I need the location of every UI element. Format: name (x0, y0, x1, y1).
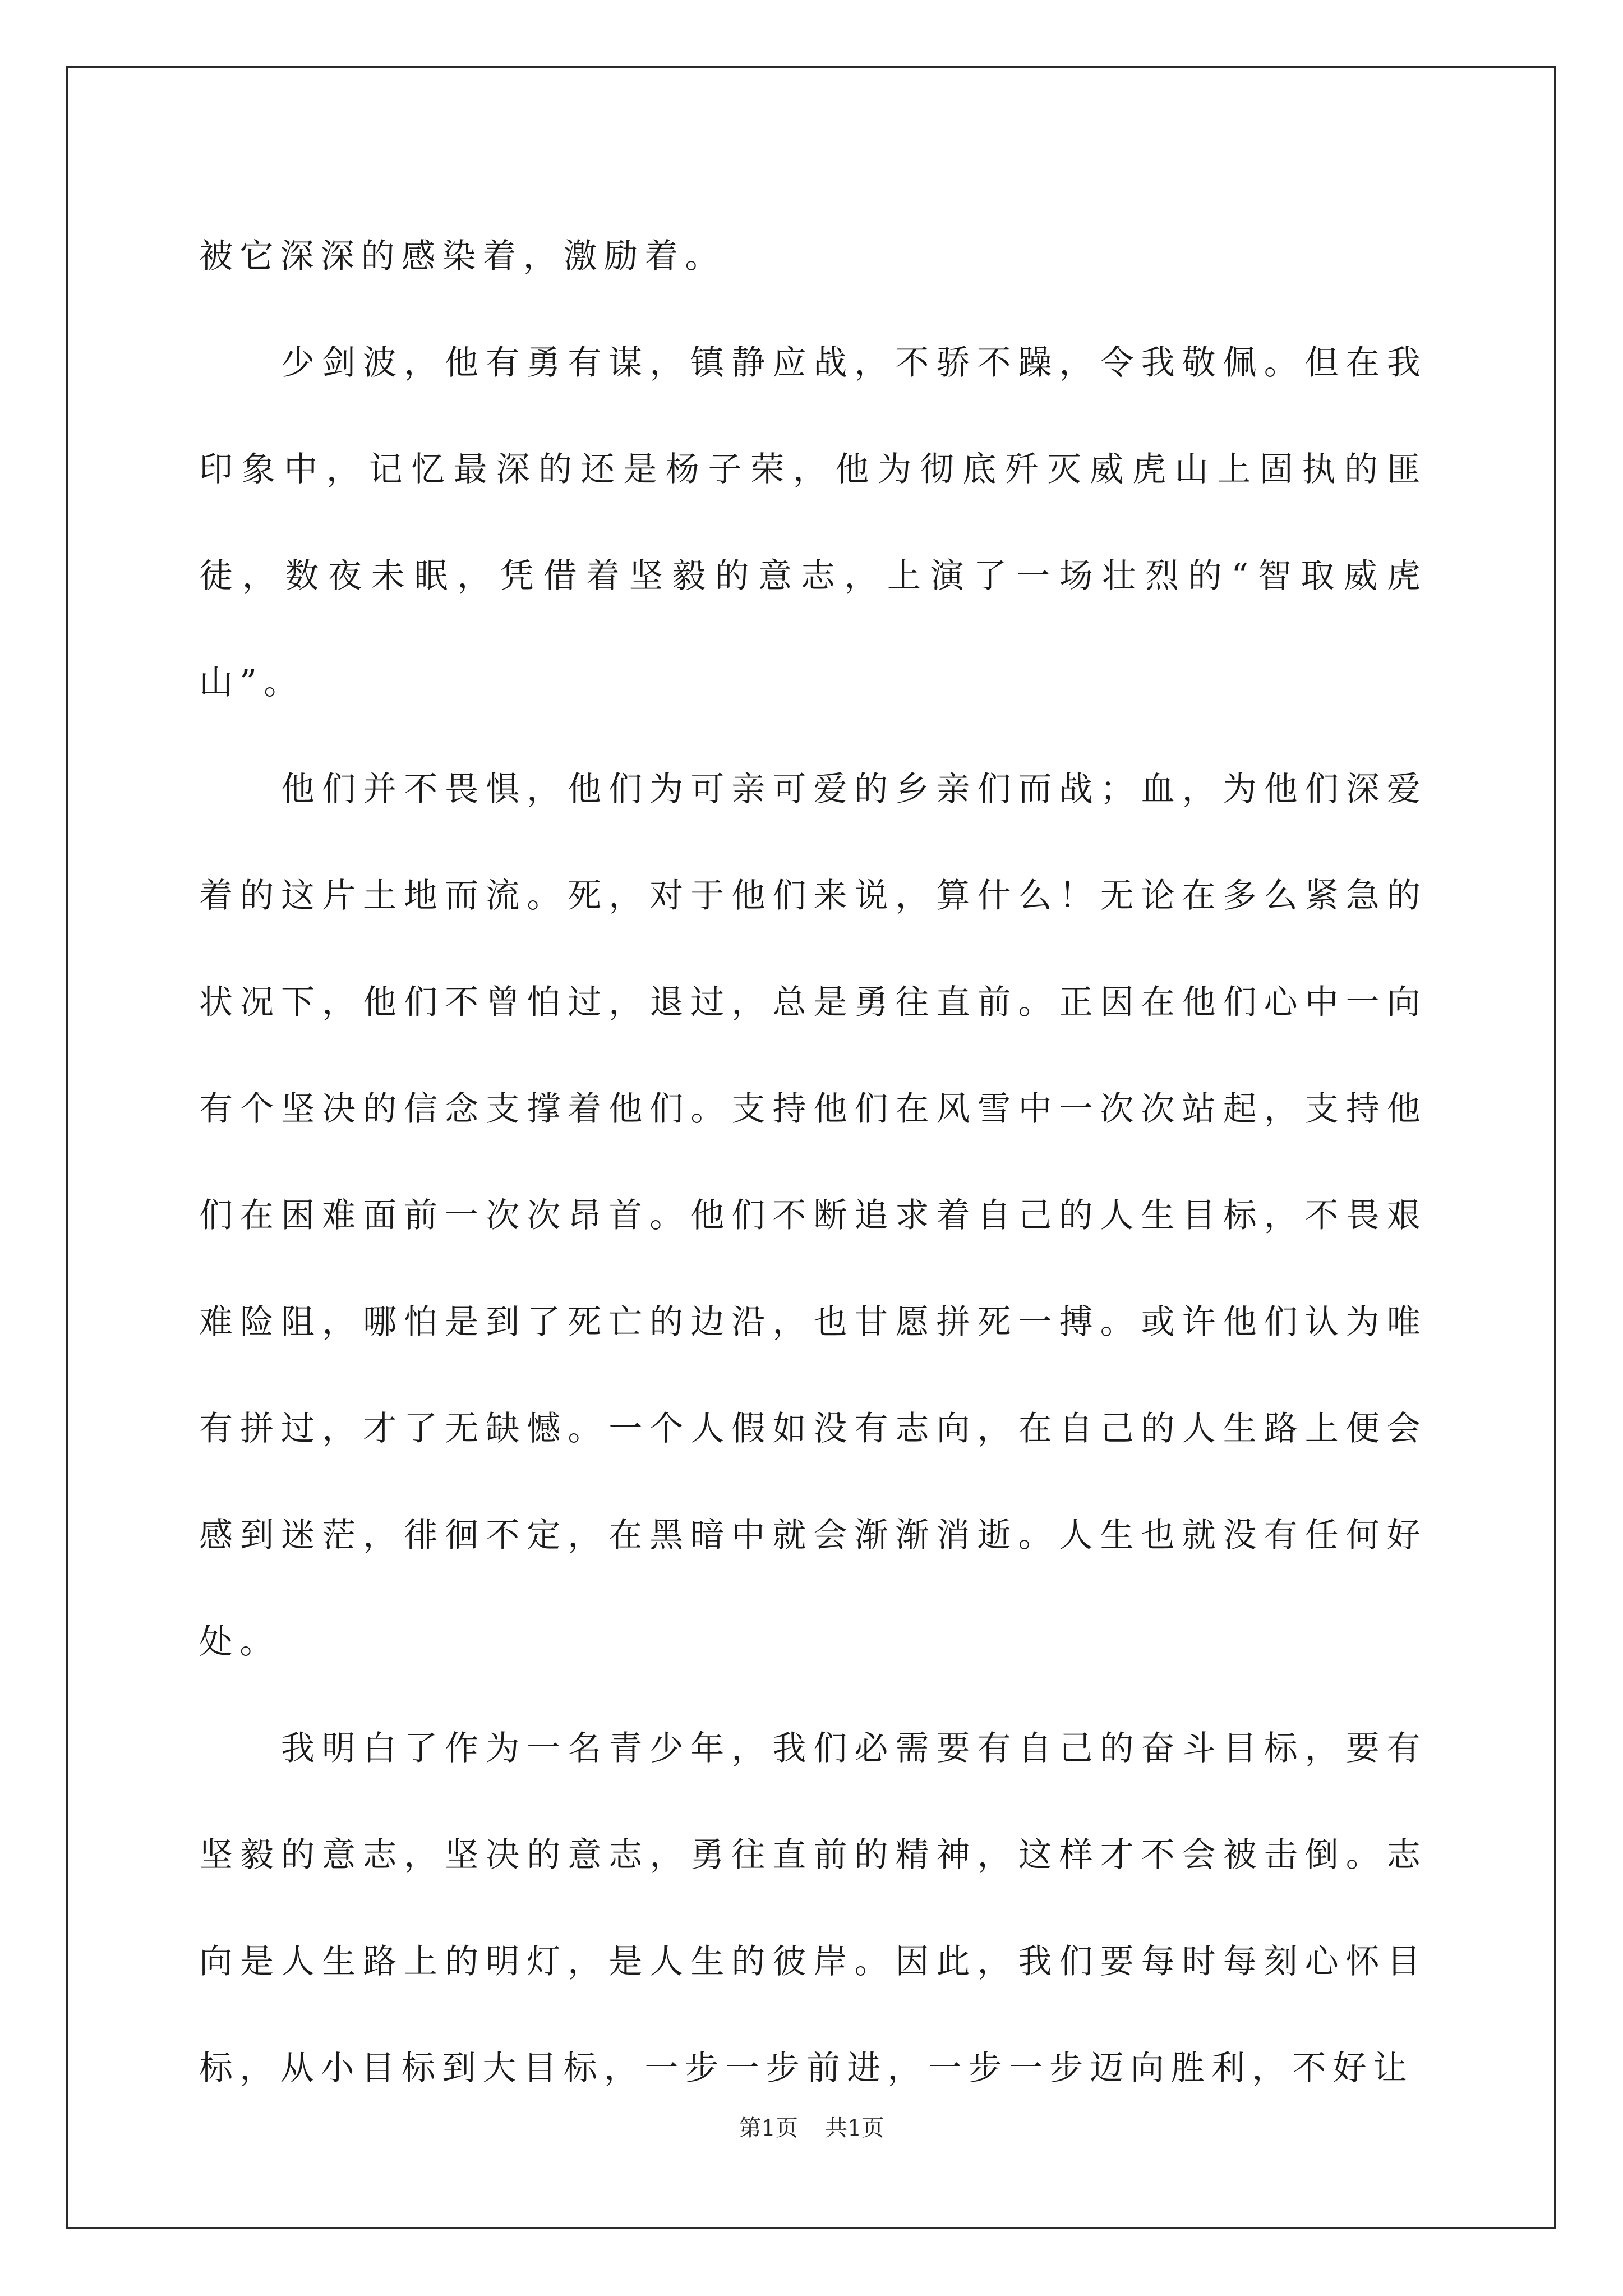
document-body (199, 203, 1427, 2122)
page-number: 第1页 (739, 2115, 798, 2141)
page-total: 共1页 (825, 2115, 884, 2141)
paragraph: 少剑波，他有勇有谋，镇静应战，不骄不躁，令我敬佩。但在我印象中，记忆最深的还是杨子荣，他为彻底歼灭威虎山上固执的匪徒，数夜未眠，凭借着坚毅的意志，上演了一场壮烈的“智取威虎山”。 (199, 343, 1427, 702)
page-footer (0, 2111, 1623, 2145)
paragraph: 我明白了作为一名青少年，我们必需要有自己的奋斗目标，要有坚毅的意志，坚决的意志，勇往直前的精神，这样才不会被击倒。志向是人生路上的明灯，是人生的彼岸。因此，我们要每时每刻心怀目标，从小目标到大目标，一步一步前进，一步一步迈向胜利，不好让 (199, 1729, 1427, 2088)
paragraph: 他们并不畏惧，他们为可亲可爱的乡亲们而战；血，为他们深爱着的这片土地而流。死，对于他们来说，算什么！无论在多么紧急的状况下，他们不曾怕过，退过，总是勇往直前。正因在他们心中一向有个坚决的信念支撑着他们。支持他们在风雪中一次次站起，支持他们在困难面前一次次昂首。他们不断追求着自己的人生目标，不畏艰难险阻，哪怕是到了死亡的边沿，也甘愿拼死一搏。或许他们认为唯有拼过，才了无缺憾。一个人假如没有志向，在自己的人生路上便会感到迷茫，徘徊不定，在黑暗中就会渐渐消逝。人生也就没有任何好处。 (199, 770, 1427, 1662)
paragraph: 被它深深的感染着，激励着。 (199, 237, 726, 276)
